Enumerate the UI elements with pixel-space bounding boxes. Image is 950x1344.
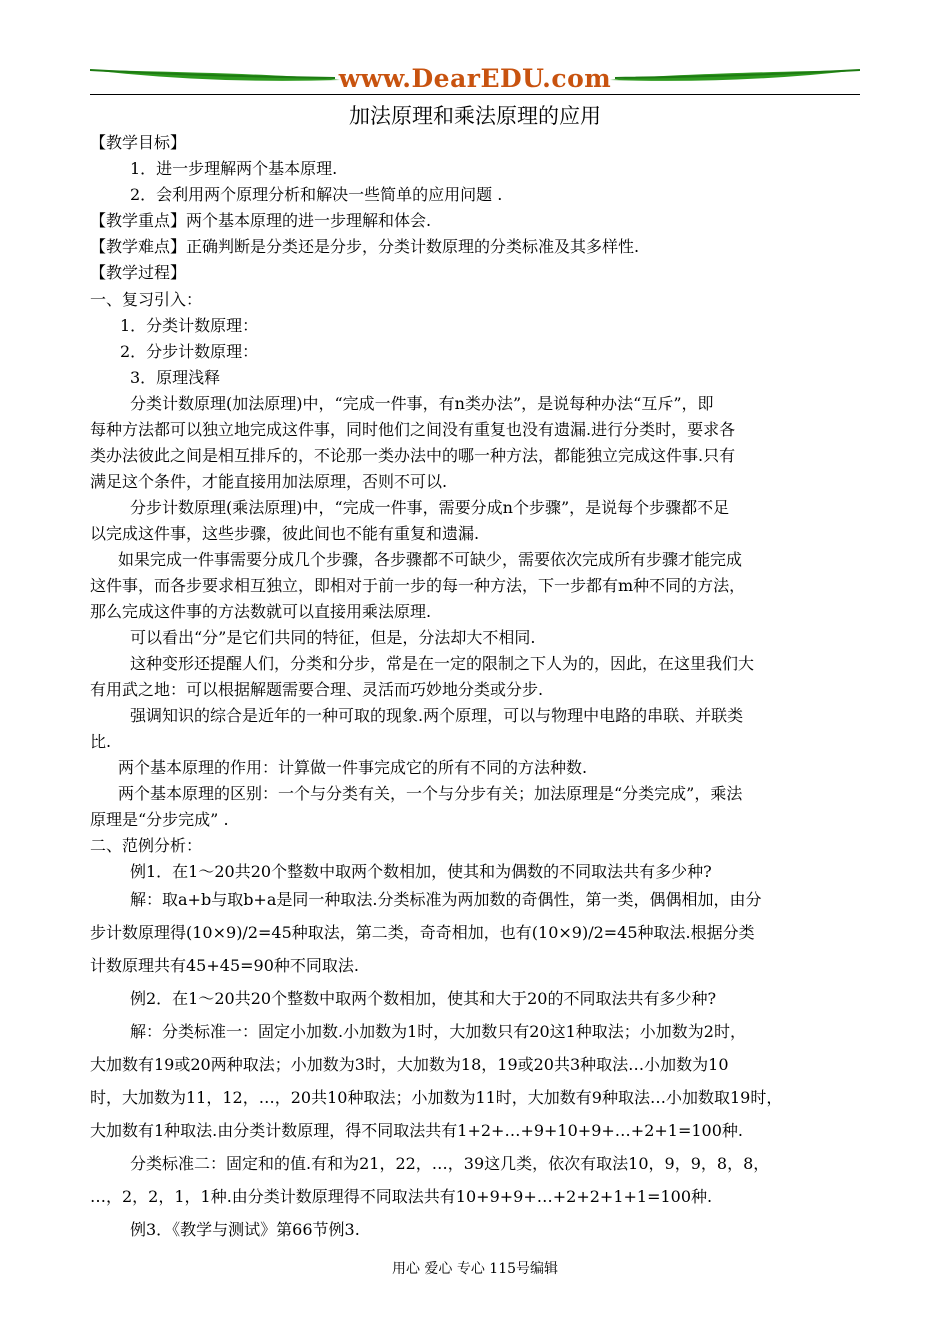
text-line: 解：分类标准一：固定小加数.小加数为1时，大加数只有20这1种取法；小加数为2时， bbox=[130, 1022, 746, 1041]
site-logo-text: www.DearEDU.com bbox=[338, 64, 612, 93]
text-line: …，2，2，1，1种.由分类计数原理得不同取法共有10+9+9+…+2+2+1+1=100种. bbox=[90, 1187, 713, 1206]
text-line: 分类标准二：固定和的值.有和为21，22，…，39这几类，依次有取法10，9，9，8，8， bbox=[130, 1154, 770, 1173]
text-line: 解：取a+b与取b+a是同一种取法.分类标准为两加数的奇偶性，第一类，偶偶相加，由分 bbox=[130, 890, 762, 909]
text-line: 可以看出“分”是它们共同的特征，但是，分法却大不相同. bbox=[130, 628, 536, 647]
text-line: 每种方法都可以独立地完成这件事，同时他们之间没有重复也没有遗漏.进行分类时，要求各 bbox=[90, 420, 736, 439]
header-rule bbox=[90, 94, 860, 95]
text-line: 原理是“分步完成” . bbox=[90, 810, 229, 829]
page-title: 加法原理和乘法原理的应用 bbox=[349, 104, 601, 128]
site-banner bbox=[90, 62, 860, 96]
text-line: 比. bbox=[90, 732, 112, 751]
text-line: 分步计数原理(乘法原理)中，“完成一件事，需要分成n个步骤”，是说每个步骤都不足 bbox=[130, 498, 730, 517]
text-line: 【教学目标】 bbox=[90, 133, 187, 152]
text-line: 满足这个条件，才能直接用加法原理，否则不可以. bbox=[90, 472, 448, 491]
text-line: 一、复习引入： bbox=[90, 290, 203, 309]
text-line: 强调知识的综合是近年的一种可取的现象.两个原理，可以与物理中电路的串联、并联类 bbox=[130, 706, 744, 725]
text-line: 【教学重点】两个基本原理的进一步理解和体会. bbox=[90, 211, 432, 230]
text-line: 2．分步计数原理： bbox=[120, 342, 259, 361]
text-line: 那么完成这件事的方法数就可以直接用乘法原理. bbox=[90, 602, 432, 621]
text-line: 例3．《教学与测试》第66节例3. bbox=[130, 1220, 360, 1239]
text-line: 二、范例分析： bbox=[90, 836, 203, 855]
text-line: 分类计数原理(加法原理)中，“完成一件事，有n类办法”，是说每种办法“互斥”，即 bbox=[130, 394, 714, 413]
text-line: 例2．在1～20共20个整数中取两个数相加，使其和大于20的不同取法共有多少种? bbox=[130, 989, 717, 1008]
text-line: 大加数有1种取法.由分类计数原理，得不同取法共有1+2+…+9+10+9+…+2+1=100种. bbox=[90, 1121, 743, 1140]
text-line: 两个基本原理的作用：计算做一件事完成它的所有不同的方法种数. bbox=[118, 758, 588, 777]
text-line: 步计数原理得(10×9)/2=45种取法，第二类，奇奇相加，也有(10×9)/2=45种取法.根据分类 bbox=[90, 923, 755, 942]
text-line: 以完成这件事，这些步骤，彼此间也不能有重复和遗漏. bbox=[90, 524, 480, 543]
text-line: 有用武之地：可以根据解题需要合理、灵活而巧妙地分类或分步. bbox=[90, 680, 544, 699]
text-line: 【教学难点】正确判断是分类还是分步，分类计数原理的分类标准及其多样性. bbox=[90, 237, 640, 256]
text-line: 计数原理共有45+45=90种不同取法. bbox=[90, 956, 359, 975]
text-line: 大加数有19或20两种取法；小加数为3时，大加数为18，19或20共3种取法…小加数为10 bbox=[90, 1055, 729, 1074]
text-line: 例1．在1～20共20个整数中取两个数相加，使其和为偶数的不同取法共有多少种? bbox=[130, 862, 712, 881]
text-line: 2．会利用两个原理分析和解决一些简单的应用问题 . bbox=[130, 185, 503, 204]
text-line: 1．分类计数原理： bbox=[120, 316, 259, 335]
text-line: 如果完成一件事需要分成几个步骤，各步骤都不可缺少，需要依次完成所有步骤才能完成 bbox=[118, 550, 743, 569]
text-line: 这件事，而各步要求相互独立，即相对于前一步的每一种方法，下一步都有m种不同的方法， bbox=[90, 576, 746, 595]
text-line: 3．原理浅释 bbox=[130, 368, 221, 387]
text-line: 时，大加数为11，12，…，20共10种取法；小加数为11时，大加数有9种取法…小加数取19时， bbox=[90, 1088, 783, 1107]
page-footer: 用心 爱心 专心 115号编辑 bbox=[391, 1261, 559, 1277]
text-line: 两个基本原理的区别：一个与分类有关，一个与分步有关；加法原理是“分类完成”，乘法 bbox=[118, 784, 743, 803]
text-line: 这种变形还提醒人们，分类和分步，常是在一定的限制之下人为的，因此，在这里我们大 bbox=[130, 654, 755, 673]
text-line: 类办法彼此之间是相互排斥的，不论那一类办法中的哪一种方法，都能独立完成这件事.只有 bbox=[90, 446, 736, 465]
text-line: 【教学过程】 bbox=[90, 263, 187, 282]
text-line: 1．进一步理解两个基本原理. bbox=[130, 159, 338, 178]
